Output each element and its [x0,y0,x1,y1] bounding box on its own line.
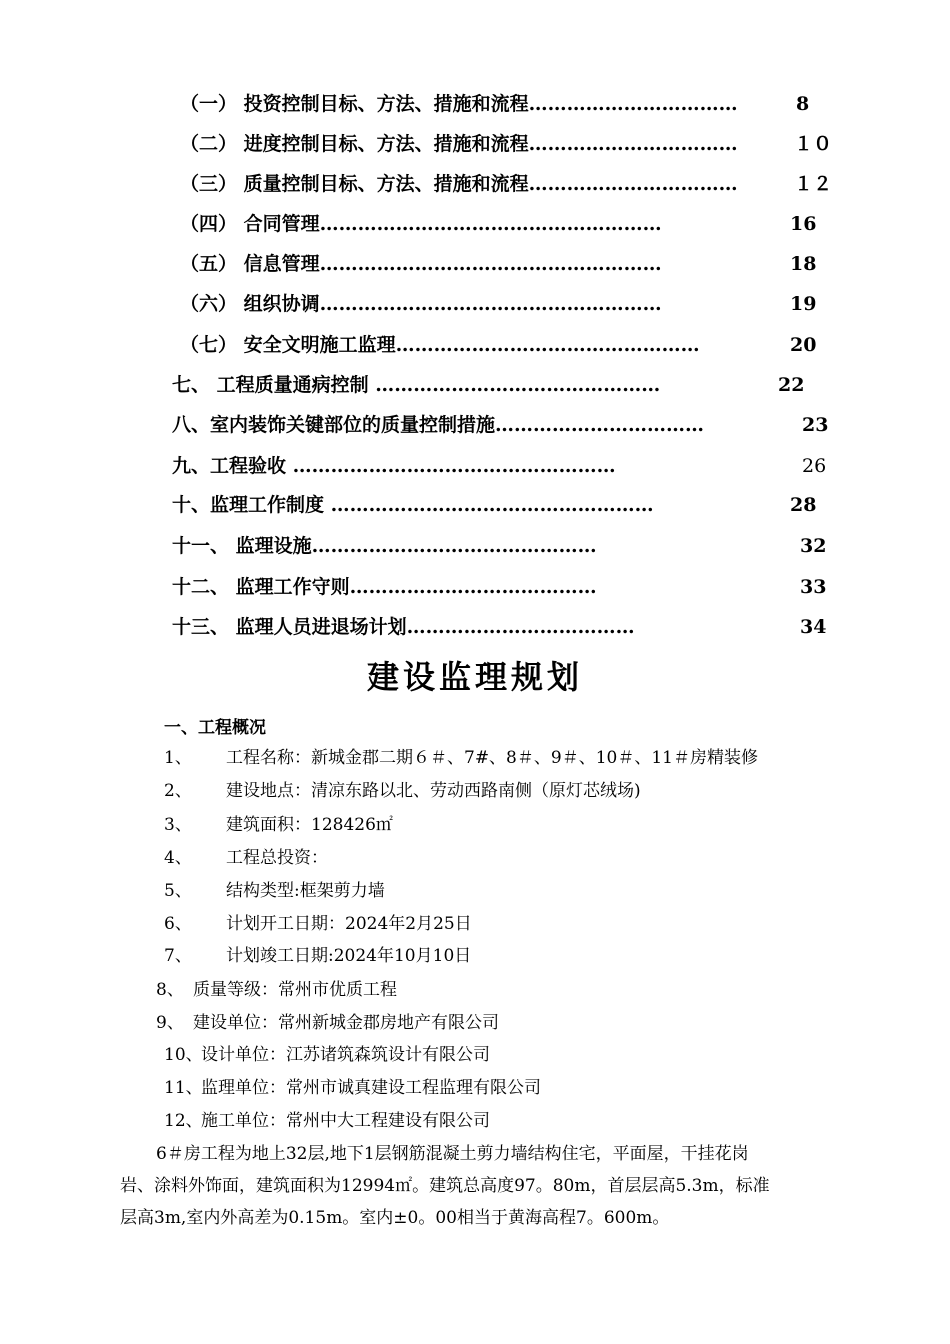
list-item-index: 12、 [164,1111,203,1131]
toc-entry-page: 32 [800,535,827,557]
list-item-index: 7、 [164,946,192,966]
toc-entry-page: 18 [790,253,817,275]
toc-leader: ……………………………………………… [319,213,662,235]
toc-leader: ………………………………………… [395,334,700,356]
list-item-text: 监理单位：常州市诚真建设工程监理有限公司 [201,1078,541,1098]
list-item-text: 结构类型:框架剪力墙 [226,881,385,901]
toc-leader: …………………………………………… [286,455,616,477]
toc-entry[interactable] [172,410,832,440]
list-item-index: 2、 [164,781,192,801]
toc-entry-page: 34 [800,616,827,638]
toc-leader: ………………………………… [349,576,597,598]
list-item-index: 4、 [164,848,192,868]
toc-entry[interactable] [172,451,832,481]
toc-entry-label: 十、监理工作制度 …………………………………………… [172,494,654,516]
toc-entry-label: 十三、 监理人员进退场计划……………………………… [172,616,635,638]
list-item-text: 设计单位：江苏诸筑森筑设计有限公司 [201,1045,490,1065]
toc-entry-label: 九、工程验收 …………………………………………… [172,455,616,477]
toc-entry-page: 26 [802,455,827,477]
paragraph-line: 6＃房工程为地上32层,地下1层钢筋混凝土剪力墙结构住宅，平面屋，干挂花岗 [156,1144,749,1164]
toc-entry[interactable] [180,289,840,319]
list-item-index: 10、 [164,1045,203,1065]
toc-entry-page: 33 [800,576,827,598]
list-item-text: 施工单位：常州中大工程建设有限公司 [201,1111,490,1131]
list-item-text: 计划开工日期：2024年2月25日 [226,914,472,934]
toc-leader: ……………………………………… [368,374,661,396]
toc-entry-page: 28 [790,494,817,516]
toc-entry-page: 8 [796,93,810,115]
list-item-index: 8、 [156,980,184,1000]
list-item-index: 3、 [164,815,192,835]
toc-entry-label: 十二、 监理工作守则………………………………… [172,576,597,598]
toc-entry-label: （五） 信息管理……………………………………………… [180,253,662,275]
toc-entry-label: 十一、 监理设施……………………………………… [172,535,597,557]
toc-leader: ……………………………………… [311,535,597,557]
toc-leader: ……………………………… [406,616,635,638]
toc-entry-page: 22 [778,374,805,396]
list-item-text: 质量等级：常州市优质工程 [193,980,397,1000]
list-item-text: 建筑面积：128426㎡ [226,815,393,835]
list-item-index: 9、 [156,1013,184,1033]
toc-leader: …………………………… [495,414,705,436]
list-item-text: 建设地点：清凉东路以北、劳动西路南侧（原灯芯绒场) [226,781,641,801]
toc-entry[interactable] [172,612,832,642]
toc-entry-label: （七） 安全文明施工监理………………………………………… [180,334,700,356]
list-item-text: 工程总投资： [226,848,328,868]
toc-leader: ……………………………………………… [319,293,662,315]
toc-entry[interactable] [180,209,840,239]
toc-entry-label: （六） 组织协调……………………………………………… [180,293,662,315]
toc-entry[interactable] [172,531,832,561]
toc-leader: ……………………………………………… [319,253,662,275]
toc-entry-label: （四） 合同管理……………………………………………… [180,213,662,235]
paragraph-line: 岩、涂料外饰面，建筑面积为12994㎡。建筑总高度97。80m，首层层高5.3m，标准 [120,1176,770,1196]
list-item-text: 计划竣工日期:2024年10月10日 [226,946,472,966]
toc-entry[interactable] [180,169,840,199]
toc-entry-label: （一） 投资控制目标、方法、措施和流程…………………………… [180,93,738,115]
toc-entry-label: 七、 工程质量通病控制 ……………………………………… [172,374,661,396]
toc-entry-label: （三） 质量控制目标、方法、措施和流程…………………………… [180,173,738,195]
toc-entry[interactable] [180,89,840,119]
page-title: 建设监理规划 [366,658,583,696]
toc-entry-page: 23 [802,414,829,436]
toc-entry[interactable] [172,370,832,400]
toc-entry-page: 20 [790,334,817,356]
toc-entry-page: １０ [794,133,833,155]
toc-leader: …………………………… [528,93,738,115]
list-item-index: 5、 [164,881,192,901]
toc-entry-label: 八、室内装饰关键部位的质量控制措施…………………………… [172,414,705,436]
list-item-index: 11、 [164,1078,203,1098]
toc-entry[interactable] [172,572,832,602]
list-item-text: 工程名称：新城金郡二期６＃、7#、8＃、9＃、10＃、11＃房精装修 [226,748,758,768]
toc-entry[interactable] [180,330,840,360]
toc-entry-page: 16 [790,213,817,235]
toc-entry-page: １２ [794,173,833,195]
paragraph-line: 层高3m,室内外高差为0.15m。室内±0。00相当于黄海高程7。600m。 [120,1208,670,1228]
toc-leader: …………………………… [528,173,738,195]
toc-entry[interactable] [172,490,832,520]
list-item-index: 1、 [164,748,192,768]
toc-entry-page: 19 [790,293,817,315]
list-item-text: 建设单位：常州新城金郡房地产有限公司 [193,1013,499,1033]
toc-leader: …………………………………………… [324,494,654,516]
toc-entry-label: （二） 进度控制目标、方法、措施和流程…………………………… [180,133,738,155]
toc-leader: …………………………… [528,133,738,155]
project-description [120,1138,840,1234]
list-item-index: 6、 [164,914,192,934]
toc-entry[interactable] [180,249,840,279]
section-heading: 一、工程概况 [164,718,266,738]
toc-entry[interactable] [180,129,840,159]
